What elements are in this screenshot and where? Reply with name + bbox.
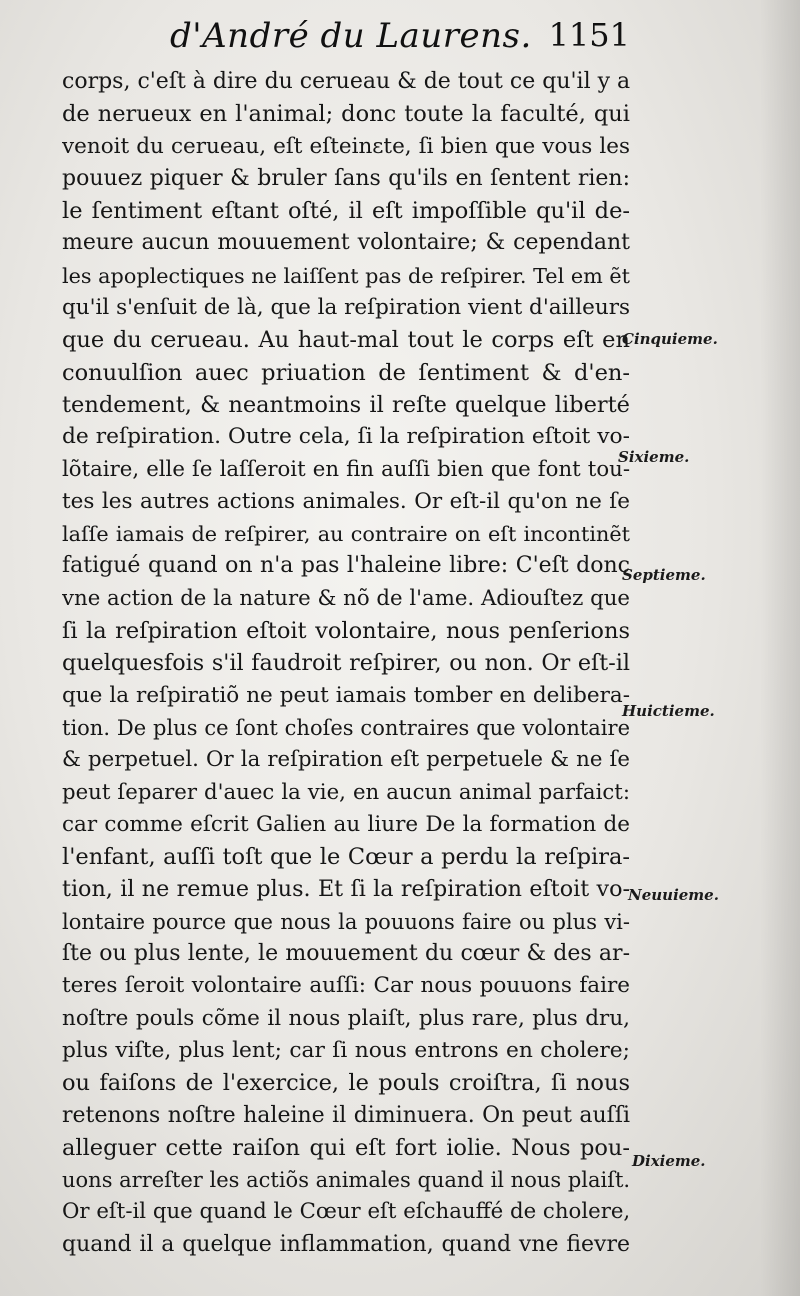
text-line: vne action de la nature & nõ de l'ame. Adiouſtez que bbox=[62, 585, 630, 611]
text-line: plus viſte, plus lent; car ſi nous entrons en cholere; bbox=[62, 1037, 630, 1063]
page-number: 1151 bbox=[548, 16, 630, 54]
text-line: ou faiſons de l'exercice, le pouls croiſtra, ſi nous bbox=[62, 1070, 630, 1097]
text-line: tion. De plus ce ſont choſes contraires que volontaire bbox=[62, 715, 630, 740]
text-line: uons arreſter les actiõs animales quand il nous plaiſt. bbox=[62, 1168, 630, 1193]
running-title: d'André du Laurens. bbox=[170, 16, 532, 56]
text-line: de nerueux en l'animal; donc toute la faculté, qui bbox=[62, 101, 630, 128]
text-line: ſi la reſpiration eſtoit volontaire, nous penſerions bbox=[62, 618, 630, 645]
text-line: le ſentiment eſtant oſté, il eſt impoſſible qu'il de- bbox=[62, 198, 630, 225]
text-line: venoit du cerueau, eſt eſteinɛte, ſi bien que vous les bbox=[62, 133, 630, 159]
page-header bbox=[170, 10, 630, 66]
text-line: quelquesfois s'il faudroit reſpirer, ou non. Or eſt-il bbox=[62, 650, 630, 677]
text-line: laſſe iamais de reſpirer, au contraire on eſt incontinẽt bbox=[62, 522, 630, 547]
text-line: de reſpiration. Outre cela, ſi la reſpiration eſtoit vo- bbox=[62, 424, 630, 450]
margin-note-cinquieme: Cinquieme. bbox=[622, 330, 718, 348]
text-line: peut ſeparer d'auec la vie, en aucun animal parfaict: bbox=[62, 779, 630, 805]
text-line: car comme eſcrit Galien au liure De la formation de bbox=[62, 811, 630, 837]
text-line: l'enfant, auſſi toſt que le Cœur a perdu la reſpira- bbox=[62, 844, 630, 871]
text-line: retenons noſtre haleine il diminuera. On peut auſſi bbox=[62, 1102, 630, 1128]
text-line: noſtre pouls cõme il nous plaiſt, plus rare, plus dru, bbox=[62, 1005, 630, 1031]
margin-note-neuuieme: Neuuieme. bbox=[628, 886, 719, 904]
margin-note-dixieme: Dixieme. bbox=[632, 1152, 706, 1170]
text-line: pouuez piquer & bruler ſans qu'ils en ſentent rien: bbox=[62, 165, 630, 191]
margin-note-huictieme: Huictieme. bbox=[622, 702, 715, 720]
text-line: corps, c'eſt à dire du cerueau & de tout ce qu'il y a bbox=[62, 69, 630, 94]
body-text bbox=[62, 66, 630, 1261]
text-line: fatigué quand on n'a pas l'haleine libre: C'eſt donc bbox=[62, 553, 630, 579]
text-line: teres ſeroit volontaire auſſi: Car nous pouuons faire bbox=[62, 973, 630, 999]
text-line: ſte ou plus lente, le mouuement du cœur & des ar- bbox=[62, 941, 630, 967]
text-line: les apoplectiques ne laiſſent pas de reſpirer. Tel em ẽt bbox=[62, 263, 630, 288]
page-edge-shadow bbox=[760, 0, 800, 1296]
text-line: tion, il ne remue plus. Et ſi la reſpiration eſtoit vo- bbox=[62, 876, 630, 903]
text-line: que la reſpiratiõ ne peut iamais tomber en delibera- bbox=[62, 682, 630, 708]
text-line: que du cerueau. Au haut-mal tout le corps eſt en bbox=[62, 327, 630, 354]
margin-note-septieme: Septieme. bbox=[622, 566, 706, 584]
text-line: conuulſion auec priuation de ſentiment & d'en- bbox=[62, 359, 630, 386]
text-line: qu'il s'enſuit de là, que la reſpiration vient d'ailleurs bbox=[62, 295, 630, 321]
text-line: lontaire pource que nous la pouuons faire ou plus vi- bbox=[62, 909, 630, 934]
margin-note-sixieme: Sixieme. bbox=[618, 448, 690, 466]
text-line: alleguer cette raiſon qui eſt fort iolie. Nous pou- bbox=[62, 1134, 630, 1161]
text-line: & perpetuel. Or la reſpiration eſt perpetuele & ne ſe bbox=[62, 747, 630, 773]
text-line: tes les autres actions animales. Or eſt-il qu'on ne ſe bbox=[62, 488, 630, 514]
text-line: quand il a quelque inflammation, quand vne fievre bbox=[62, 1231, 630, 1257]
text-line: meure aucun mouuement volontaire; & cependant bbox=[62, 230, 630, 256]
text-line: lõtaire, elle ſe laſſeroit en fin auſſi bien que font tou- bbox=[62, 456, 630, 482]
text-line: Or eſt-il que quand le Cœur eſt eſchauffé de cholere, bbox=[62, 1199, 630, 1225]
text-line: tendement, & neantmoins il reſte quelque liberté bbox=[62, 391, 630, 418]
